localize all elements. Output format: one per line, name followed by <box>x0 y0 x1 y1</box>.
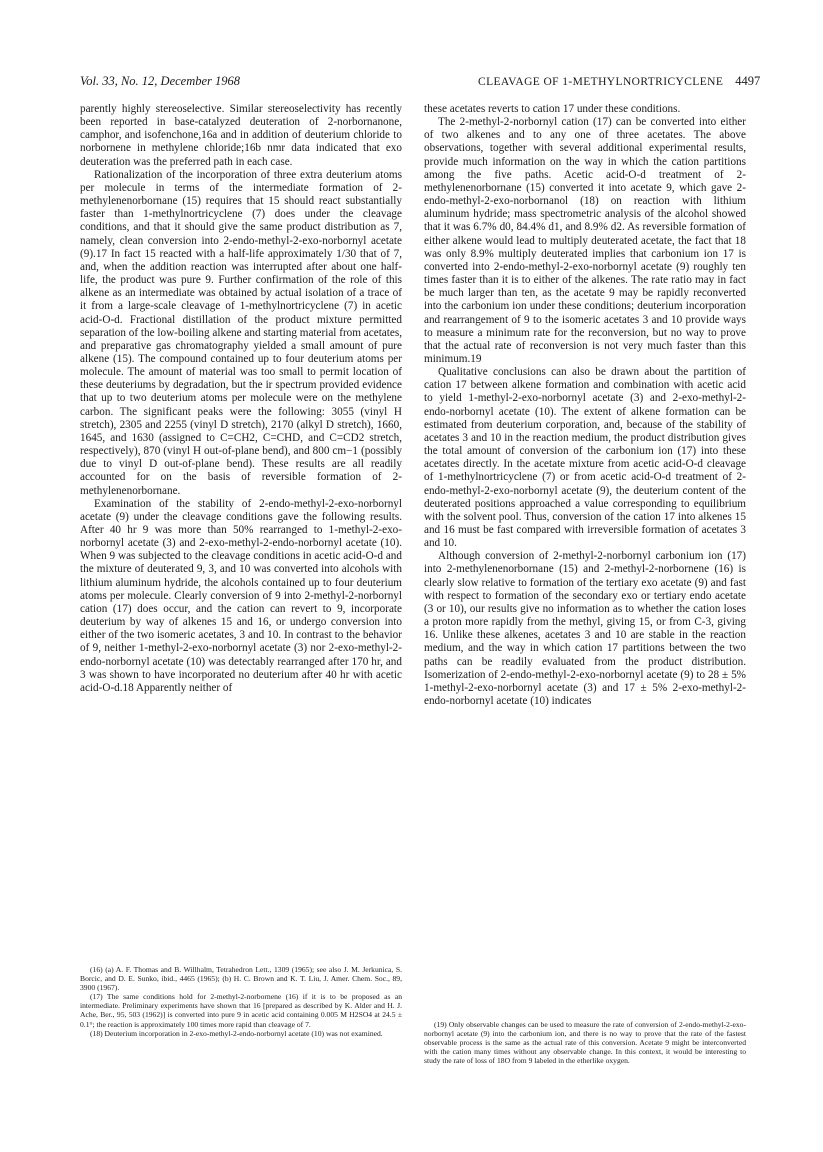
left-column <box>80 103 402 695</box>
footnote: (16) (a) A. F. Thomas and B. Willhalm, Tetrahedron Lett., 1309 (1965); see also J. M. Jerkunica, S. Borcic, and D. E. Sunko, ibid., 4465 (1965); (b) H. C. Brown and K. T. Liu, J. Amer. Chem. Soc., 89, 3900 (1967). <box>80 965 402 993</box>
footnote: (17) The same conditions hold for 2-methyl-2-norbornene (16) if it is to be proposed as an intermediate. Preliminary experiments have shown that 16 [prepared as described by K. Alder and H. J. Ache, Ber., 95, 503 (1962)] is converted into pure 9 in acetic acid containing 0.005 M H2SO4 at 24.5 ± 0.1°; the reaction is approximately 100 times more rapid than cleavage of 7. <box>80 992 402 1029</box>
running-title-header <box>478 74 761 89</box>
paragraph: these acetates reverts to cation 17 under these conditions. <box>424 103 681 115</box>
right-column <box>424 103 746 708</box>
paragraph: Qualitative conclusions can also be drawn about the partition of cation 17 between alkene formation and combination with acetic acid to yield 1-methyl-2-exo-norbornyl acetate (3) and 2-exo-methyl-2-endo-norbornyl acetate (10). The extent of alkene formation can be estimated from deuterium corporation, and, because of the stability of acetates 3 and 10 in the reaction medium, the product distribution gives the total amount of conversion of the carbonium ion (17) into these acetates directly. In the acetate mixture from acetic acid-O-d cleavage of 1-methylnortricyclene (7) or from acetic acid-O-d treatment of 2-endo-methyl-2-exo-norbornyl acetate (9), the deuterium content of the deuterated positions approached a value corresponding to equilibrium with the solvent pool. Thus, conversion of the cation 17 into alkenes 15 and 16 must be fast compared with irreversible formation of acetates 3 and 10. <box>424 366 746 550</box>
journal-volume-header: Vol. 33, No. 12, December 1968 <box>80 74 241 88</box>
paragraph: Although conversion of 2-methyl-2-norbornyl carbonium ion (17) into 2-methylenenorbornane (15) and 2-methyl-2-norbornene (16) is clearly slow relative to formation of the tertiary exo acetate (9) and fast with respect to formation of the secondary exo or tertiary endo acetate (3 or 10), our results give no information as to whether the cation loses a proton more rapidly from the methyl, giving 15, or from C-3, giving 16. Unlike these alkenes, acetates 3 and 10 are stable in the reaction medium, and the way in which cation 17 partitions between the two paths can be readily evaluated from the product distribution. Isomerization of 2-endo-methyl-2-exo-norbornyl acetate (9) to 28 ± 5% 1-methyl-2-exo-norbornyl acetate (3) and 17 ± 5% 2-exo-methyl-2-endo-norbornyl acetate (10) indicates <box>424 550 746 708</box>
running-title: CLEAVAGE OF 1-METHYLNORTRICYCLENE <box>478 76 724 88</box>
footnotes-right <box>424 1020 746 1065</box>
paragraph: Rationalization of the incorporation of three extra deuterium atoms per molecule in terms of the intermediate formation of 2-methylenenorbornane (15) requires that 15 should react substantially faster than 1-methylnortricyclene (7) does under the cleavage conditions, and that it should give the same product distribution as 7, namely, clean conversion into 2-endo-methyl-2-exo-norbornyl acetate (9).17 In fact 15 reacted with a half-life approximately 1/30 that of 7, and, when the addition reaction was interrupted after about one half-life, the product was pure 9. Further confirmation of the role of this alkene as an intermediate was obtained by actual isolation of a trace of it from a large-scale cleavage of 1-methylnortricyclene (7) in acetic acid-O-d. Fractional distillation of the product mixture permitted separation of the low-boiling alkene and starting material from acetates, and preparative gas chromatography yielded a small amount of pure alkene (15). The compound contained up to four deuterium atoms per molecule. The amount of material was too small to permit location of these deuteriums by degradation, but the ir spectrum provided evidence that up to two deuterium atoms per molecule were on the methylene carbon. The significant peaks were the following: 3055 (vinyl H stretch), 2305 and 2255 (vinyl D stretch), 2170 (alkyl D stretch), 1660, 1645, and 1630 (assigned to C=CH2, C=CHD, and C=CD2 stretch, respectively), 870 (vinyl H out-of-plane bend), and 800 cm−1 (possibly due to vinyl D out-of-plane bend). These results are all readily accounted for on the basis of reversible formation of 2-methylenenorbornane. <box>80 168 402 497</box>
footnotes-left <box>80 965 402 1038</box>
paragraph: parently highly stereoselective. Similar stereoselectivity has recently been reported in base-catalyzed deuteration of 2-norbornanone, camphor, and isofenchone,16a and in addition of deuterium chloride to norbornene in methylene chloride;16b nmr data indicated that exo deuteration was the preferred path in each case. <box>80 103 402 168</box>
paragraph: Examination of the stability of 2-endo-methyl-2-exo-norbornyl acetate (9) under the cleavage conditions gave the following results. After 40 hr 9 was more than 50% rearranged to 1-methyl-2-exo-norbornyl acetate (3) and 2-exo-methyl-2-endo-norbornyl acetate (10). When 9 was subjected to the cleavage conditions in acetic acid-O-d and the mixture of deuterated 9, 3, and 10 was converted into alcohols with lithium aluminum hydride, the alcohols contained up to four deuterium atoms per molecule. Clearly conversion of 9 into 2-methyl-2-norbornyl cation (17) does occur, and the cation can revert to 9, incorporate deuterium by way of alkenes 15 and 16, or undergo conversion into either of the two isomeric acetates, 3 and 10. In contrast to the behavior of 9, neither 1-methyl-2-exo-norbornyl acetate (3) nor 2-exo-methyl-2-endo-norbornyl acetate (10) was detectably rearranged after 170 hr, and 3 was shown to have incorporated no deuterium after 40 hr with acetic acid-O-d.18 Apparently neither of <box>80 497 402 694</box>
paragraph: The 2-methyl-2-norbornyl cation (17) can be converted into either of two alkenes and to any one of three acetates. The above observations, together with several additional experimental results, provide much information on the way in which the cation partitions among the five paths. Acetic acid-O-d treatment of 2-methylenenorbornane (15) converted it into acetate 9, which gave 2-endo-methyl-2-exo-norbornanol (18) on reaction with lithium aluminum hydride; mass spectrometric analysis of the alcohol showed that it was 6.7% d0, 84.4% d1, and 8.9% d2. As reversible formation of either alkene would lead to multiply deuterated acetate, the fact that 18 was only 8.9% multiply deuterated implies that carbonium ion 17 is converted into 2-endo-methyl-2-exo-norbornyl acetate (9) roughly ten times faster than it is to either of the alkenes. The rate ratio may in fact be much larger than ten, as the acetate 9 may be rapidly reconverted into the carbonium ion under these conditions; deuterium incorporation and rearrangement of 9 to the isomeric acetates 3 and 10 provide ways to measure a minimum rate for the reconversion, but no way to prove that the actual rate of reconversion is not very much faster than this minimum.19 <box>424 116 746 365</box>
page-number: 4497 <box>735 74 761 88</box>
footnote: (19) Only observable changes can be used to measure the rate of conversion of 2-endo-methyl-2-exo-norbornyl acetate (9) into the carbonium ion, and there is no way to prove that the rate of the fastest observable process is the same as the actual rate of this conversion. Acetate 9 might be interconverted with the cation many times without any observable change. In this context, it would be interesting to study the rate of loss of 18O from 9 labeled in the etherlike oxygen. <box>424 1020 746 1066</box>
footnote: (18) Deuterium incorporation in 2-exo-methyl-2-endo-norbornyl acetate (10) was not examined. <box>90 1028 383 1038</box>
